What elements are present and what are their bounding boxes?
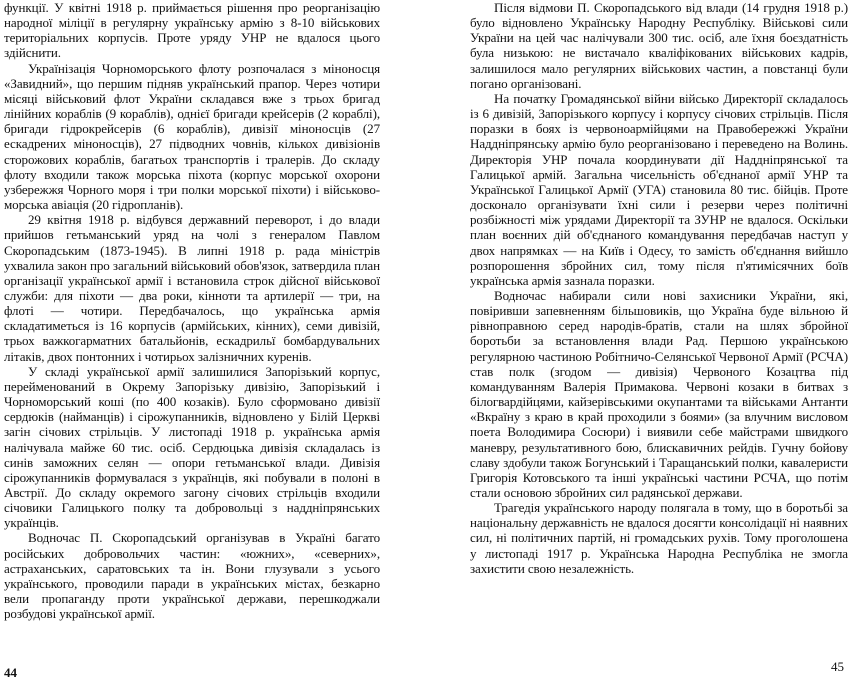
page-number-left: 44 bbox=[4, 665, 17, 680]
paragraph: Після відмови П. Скоропадського від влади (14 грудня 1918 р.) було відновлено Українську Народну Республіку. Військові сили України на цей час налічували 300 тис. осіб, але їхня боєздатність була низькою: не вистачало кваліфікованих військових кадрів, залишилося мало регулярних військових частин, а повстанці були погано організовані. bbox=[470, 0, 848, 91]
paragraph: На початку Громадянської війни військо Директорії складалось із 6 дивізій, Запорізького корпусу і корпусу січових стрільців. Після поразки в боях із червоноармійцями на Правобережжі України Наддніпрянську армію було реорганізовано і переведено на Волинь. Директорія УНР почала координувати дії Наддніпрянської та Галицької армій. Загальна чисельність об'єднаної армії УНР та Української Галицької Армії (УГА) становила 80 тис. бійців. Проте досконало організувати їхні сили і резерви через політичні розбіжності між урядами Директорії та ЗУНР не вдалося. Оскільки план воєнних дій об'єднаного командування передбачав наступ у двох напрямках — на Київ і Одесу, то замість об'єднання вийшло розпорошення збройних сил, тому після п'ятимісячних боїв українська армія зазнала поразки. bbox=[470, 90, 848, 288]
left-page-text bbox=[4, 0, 380, 621]
paragraph: Трагедія українського народу полягала в тому, що в боротьбі за національну державність не вдалося досягти консолідації ні наявних сил, ні політичних партій, ні громадських рухів. Тому проголошена у листопаді 1917 р. Українська Народна Республіка не змогла захистити свою незалежність. bbox=[470, 500, 848, 576]
right-page-text bbox=[470, 0, 848, 576]
paragraph: Водночас П. Скоропадський організував в Україні багато російських добровольчих частин: «южних», «северних», астраханських, саратовських та ін. Вони глузували з усього українського, проводили паради в українських містах, безкарно вели пропаганду проти української держави, перешкоджали розбудові української армії. bbox=[4, 530, 380, 622]
paragraph: 29 квітня 1918 р. відбувся державний переворот, і до влади прийшов гетьманський уряд на чолі з генералом Павлом Скоропадським (1873-1945). В липні 1918 р. рада міністрів ухвалила закон про загальний військовий обов'язок, затвердила план організації української армії і встановила строк дійсної військової служби: для піхоти — два роки, кінноти та артилерії — три, на флоті — чотири. Передбачалось, що українська армія складатиметься із 16 корпусів (армійських, кінних), семи дивізій, трьох важкогарматних батальйонів, ескадрильї бомбардувальних літаків, двох понтонних і чотирьох залізничних куренів. bbox=[4, 212, 380, 364]
paragraph: Українізація Чорноморського флоту розпочалася з міноносця «Завидний», що першим підняв український прапор. Через чотири місяці військовий флот України складався вже з трьох бригад лінійних кораблів (9 кораблів), однієї бригади крейсерів (2 кораблі), бригади гідрокрейсерів (6 кораблів), дивізії міноносців (27 ескадрених міноносців), 27 підводних човнів, кількох дивізіонів сторожових кораблів, багатьох транспортів і тралерів. До складу флоту входили також морська піхота (корпус морської охорони узбережжя Чорного моря і три полки морської піхоти) і військово-морська авіація (20 гідропланів). bbox=[4, 60, 380, 213]
page-number-right: 45 bbox=[831, 659, 844, 674]
paragraph: функції. У квітні 1918 р. приймається рішення про реорганізацію народної міліції в регулярну українську армію з 8-10 військових територіальних корпусів. Проте уряду УНР не вдалося цього здійснити. bbox=[4, 0, 380, 61]
paragraph: Водночас набирали сили нові захисники України, які, повіривши запевненням більшовиків, що Україна буде вільною й рівноправною серед народів-братів, стали на шлях збройної боротьби за встановлення влади Рад. Першою українською регулярною частиною Робітничо-Селянської Червоної Армії (РСЧА) став полк (згодом — дивізія) Червоного Козацтва під командуванням Валерія Примакова. Червоні козаки в битвах з білогвардійцями, кайзерівськими окупантами та військами Антанти «Вкраїну з краю в край проходили з боями» (за влучним висловом поета Володимира Сосюри) і виявили себе майстрами швидкого маневру, результативного бою, блискавичних рейдів. Гучну бойову славу здобули також Богунський і Таращанський полки, кавалеристи Григорія Котовського та інші українські частини РСЧА, що потім стали основою збройних сил радянської держави. bbox=[470, 287, 848, 500]
paragraph: У складі української армії залишилися Запорізький корпус, перейменований в Окрему Запорізьку дивізію, Запорізький і Чорноморський коші (по 400 козаків). Було сформовано дивізії сердюків (найманців) і сірожупанників, відновлено у Білій Церкві загін січових стрільців. У листопаді 1918 р. українська армія налічувала майже 60 тис. осіб. Сердюцька дивізія складалась із синів заможних селян — опори гетьманської влади. Дивізія сірожупанників формувалася з українців, які побували в полоні в Австрії. До складу окремого загону січових стрільців входили січовики Галицького полку та добровольці з наддніпрянських українців. bbox=[4, 363, 380, 531]
